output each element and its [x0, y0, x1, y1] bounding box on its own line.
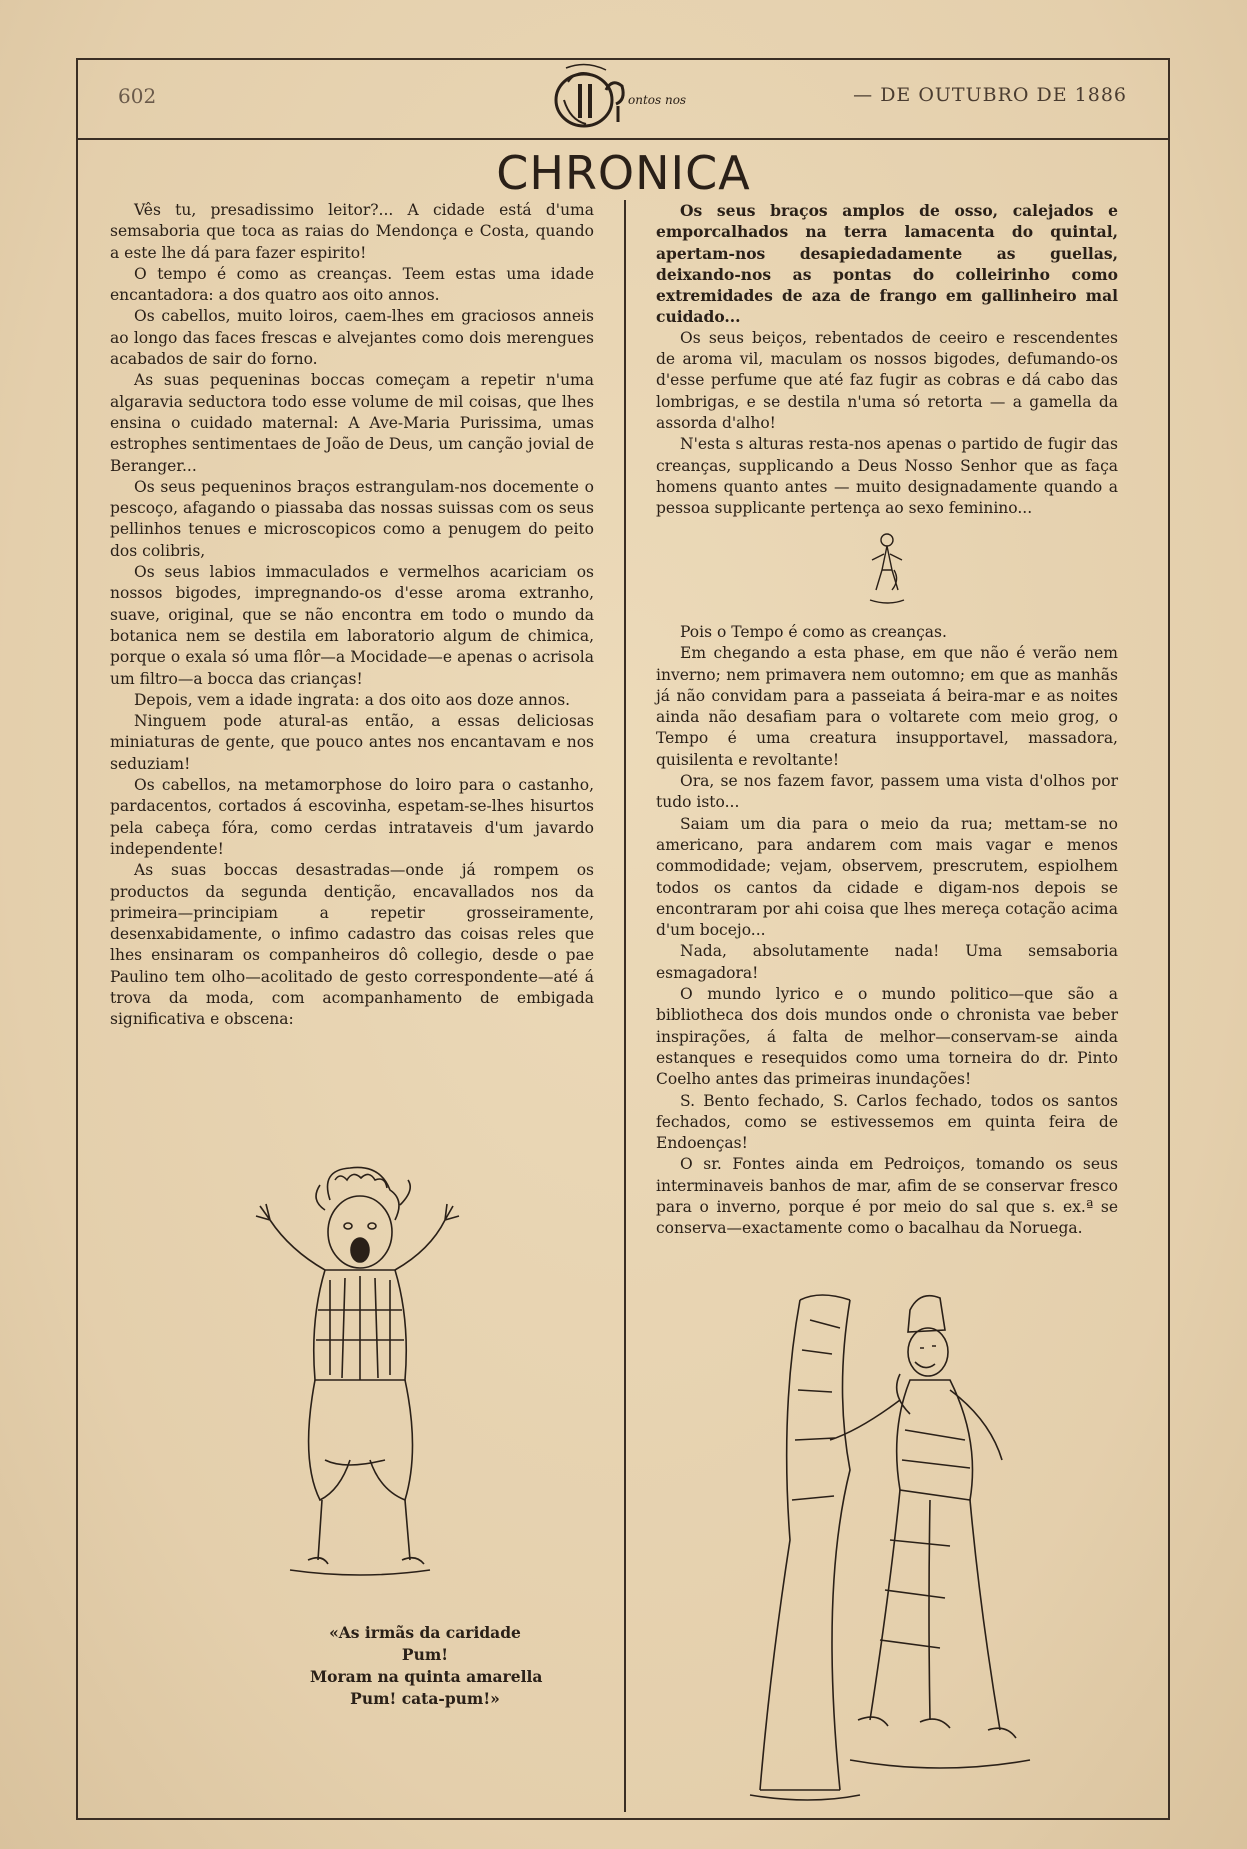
shouting-child-illustration: [230, 1160, 490, 1600]
paragraph: As suas pequeninas boccas começam a repetir n'uma algaravia seductora todo esse volume de mil coisas, que lhes ensina o cuidado maternal: A Ave-Maria Purissima, umas estrophes sentimentaes de João de Deus, um canção jovial de Beranger...: [110, 371, 594, 475]
paragraph: S. Bento fechado, S. Carlos fechado, todos os santos fechados, como se estivessemos em quinta feira de Endoenças!: [656, 1091, 1118, 1153]
page-title: CHRONICA: [496, 146, 751, 200]
small-figure-vignette: [862, 530, 912, 610]
svg-text:ontos nos: ontos nos: [628, 93, 687, 107]
header-rule: [76, 138, 1170, 140]
paragraph: Os seus beiços, rebentados de ceeiro e rescendentes de aroma vil, maculam os nossos bigodes, defumando-os d'esse perfume que até faz fugir as cobras e dá cabo das lombrigas, e se destila n'uma só retorta — a gamella da assorda d'alho!: [656, 328, 1118, 432]
paragraph: Pois o Tempo é como as creanças.: [680, 623, 947, 641]
paragraph: Os seus pequeninos braços estrangulam-nos docemente o pescoço, afagando o piassaba das nossas suissas com os seus pellinhos tenues e microscopicos como a penugem do peito dos colibris,: [110, 477, 594, 560]
left-column: [110, 200, 594, 1031]
caption-line: Moram na quinta amarella: [310, 1667, 543, 1686]
paragraph: O sr. Fontes ainda em Pedroiços, tomando os seus interminaveis banhos de mar, afim de se conservar fresco para o inverno, porque é por meio do sal que s. ex.ª se conserva—exactamente como o bacalhau da Noruega.: [656, 1155, 1118, 1238]
illustration-caption: [310, 1622, 543, 1710]
paragraph: As suas boccas desastradas—onde já rompem os productos da segunda dentição, encavallados nos da primeira—principiam a repetir grosseiramente, desenxabidamente, o infimo cadastro das coisas reles que lhes ensinaram os companheiros dô collegio, desde o pae Paulino tem olho—acolitado de gesto correspondente—até á trova da moda, com acompanhamento de embigada significativa e obscena:: [110, 861, 594, 1029]
right-column-bottom: [656, 622, 1118, 1240]
paragraph: Em chegando a esta phase, em que não é verão nem inverno; nem primavera nem outomno; em que as manhãs já não convidam para a passeiata á beira-mar e as noites ainda não desafiam para o voltarete com meio grog, o Tempo é uma creatura insupportavel, massadora, quisilenta e revoltante!: [656, 644, 1118, 769]
paragraph: Os seus braços amplos de osso, calejados e emporcalhados na terra lamacenta do quintal, apertam-nos desapiedadamente as guellas, deixando-nos as pontas do colleirinho como extremidades de aza de frango em gallinheiro mal cuidado...: [656, 201, 1118, 327]
paragraph: Os cabellos, na metamorphose do loiro para o castanho, pardacentos, cortados á escovinha, espetam-se-lhes hisurtos pela cabeça fóra, como cerdas intrataveis d'um javardo independente!: [110, 776, 594, 858]
caption-line: Pum!: [401, 1645, 449, 1664]
caption-line: «As irmãs da caridade: [329, 1623, 521, 1642]
paragraph: Os cabellos, muito loiros, caem-lhes em graciosos anneis ao longo das faces frescas e alvejantes como dois merengues acabados de sair do forno.: [110, 307, 594, 369]
page-number: 602: [118, 84, 157, 108]
caption-line: Pum! cata-pum!»: [350, 1689, 500, 1708]
man-leaning-tree-illustration: [740, 1290, 1080, 1810]
paragraph: N'esta s alturas resta-nos apenas o partido de fugir das creanças, supplicando a Deus Nosso Senhor que as faça homens quanto antes — muito designadamente quando a pessoa supplicante pertença ao sexo feminino...: [656, 435, 1118, 518]
paragraph: O tempo é como as creanças. Teem estas uma idade encantadora: a dos quatro aos oito annos.: [110, 264, 594, 305]
masthead-logo-icon: [546, 60, 696, 134]
paragraph: Ora, se nos fazem favor, passem uma vista d'olhos por tudo isto...: [656, 772, 1118, 812]
right-column-top: [656, 200, 1118, 519]
paragraph: Saiam um dia para o meio da rua; mettam-se no americano, para andarem com mais vagar e menos commodidade; vejam, observem, prescrutem, espiolhem todos os cantos da cidade e digam-nos depois se encontraram por ahi coisa que lhes mereça cotação acima d'um bocejo...: [656, 814, 1118, 940]
column-divider: [624, 200, 626, 1812]
paragraph: Os seus labios immaculados e vermelhos acariciam os nossos bigodes, impregnando-os d'esse aroma extranho, suave, original, que se não encontra em todo o mundo da botanica nem se destila em laboratorio algum de chimica, porque o exala só uma flôr—a Mocidade—e apenas o acrisola um filtro—a bocca das crianças!: [110, 563, 594, 688]
paragraph: O mundo lyrico e o mundo politico—que são a bibliotheca dos dois mundos onde o chronista vae beber inspirações, á falta de melhor—conservam-se ainda estanques e resequidos como uma torneira do dr. Pinto Coelho antes das primeiras inundações!: [656, 985, 1118, 1089]
paragraph: Ninguem pode atural-as então, a essas deliciosas miniaturas de gente, que pouco antes nos encantavam e nos seduziam!: [110, 712, 594, 773]
issue-date: — DE OUTUBRO DE 1886: [853, 84, 1127, 106]
bottom-rule: [76, 1818, 1170, 1820]
paragraph: Vês tu, presadissimo leitor?... A cidade está d'uma semsaboria que toca as raias do Mendonça e Costa, quando a este lhe dá para fazer espirito!: [110, 201, 594, 262]
paragraph: Nada, absolutamente nada! Uma semsaboria esmagadora!: [656, 942, 1118, 982]
paragraph: Depois, vem a idade ingrata: a dos oito aos doze annos.: [134, 690, 571, 709]
